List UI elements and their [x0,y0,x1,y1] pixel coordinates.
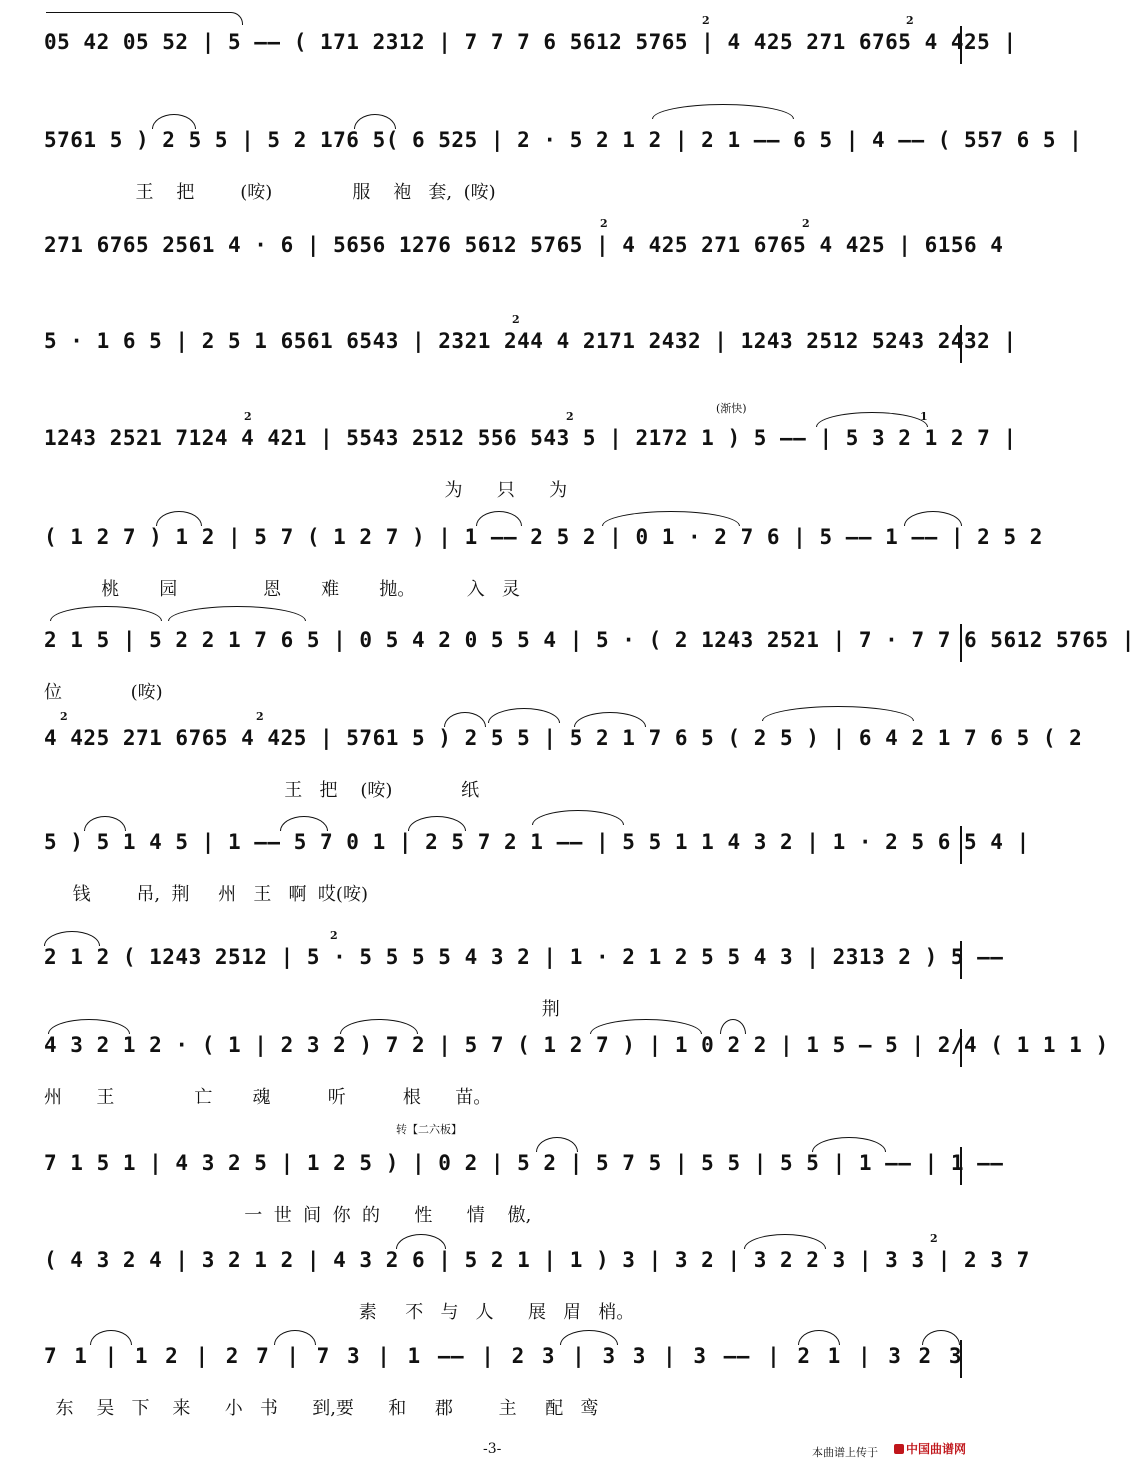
lyric-line: 东 吴 下 来 小 书 到,要 和 郡 主 配 鸾 [44,1398,599,1419]
notation-line: 7 1 | 1 2 | 2 7 | 7 3 | 1 —— | 2 3 | 3 3 | 3 —— | 2 1 | 3 2 3 [44,1344,962,1368]
tempo-change-mark: 转【二六板】 [396,1123,462,1136]
lyric-line: 荆 [44,999,560,1020]
source-note: 本曲谱上传于 [812,1446,878,1459]
grace-note-mark: 2 [244,410,252,423]
grace-note-mark: 2 [802,217,810,230]
lyric-line: 钱 吊, 荆 州 王 啊 哎(咹) [44,884,368,905]
notation-line: 4 3 2 1 2 · ( 1 | 2 3 2 ) 7 2 | 5 7 ( 1 2 7 ) | 1 0 2 2 | 1 5 — 5 | 2/4 ( 1 1 1 ) [44,1033,1109,1057]
grace-note-mark: 2 [330,929,338,942]
grace-note-mark: 1 [920,410,928,423]
accelerando-mark: (渐快) [716,402,747,415]
grace-note-mark: 2 [600,217,608,230]
notation-line: 5 ) 5 1 4 5 | 1 —— 5 7 0 1 | 2 5 7 2 1 —— | 5 5 1 1 4 3 2 | 1 · 2 5 6 5 4 | [44,830,1030,854]
notation-line: 5 · 1 6 5 | 2 5 1 6561 6543 | 2321 244 4 2171 2432 | 1243 2512 5243 2432 | [44,329,1017,353]
slur-mark [168,606,306,621]
site-logo-text: 中国曲谱网 [906,1442,967,1456]
notation-line: 1243 2521 7124 4 421 | 5543 2512 556 543 5 | 2172 1 ) 5 —— | 5 3 2 1 2 7 | [44,426,1017,450]
grace-note-mark: 2 [512,313,520,326]
lyric-line: 州 王 亡 魂 听 根 苗。 [44,1087,492,1108]
lyric-line: 位 (咹) [44,682,163,703]
barline [960,1029,962,1067]
lyric-line: 王 把 (咹) 服 袍 套, (咹) [44,182,496,203]
lyric-line: 王 把 (咹) 纸 [44,780,480,801]
barline [960,826,962,864]
grace-note-mark: 2 [566,410,574,423]
barline [960,1340,962,1378]
barline [960,26,962,64]
site-logo[interactable] [894,1440,966,1457]
site-logo-icon [894,1444,904,1454]
notation-line: 05 42 05 52 | 5 —— ( 171 2312 | 7 7 7 6 5612 5765 | 4 425 271 6765 4 425 | [44,30,1017,54]
grace-note-mark: 2 [702,14,710,27]
lyric-line: 桃 园 恩 难 抛。 入 灵 [44,579,520,600]
slur-mark [50,606,162,621]
notation-line: ( 1 2 7 ) 1 2 | 5 7 ( 1 2 7 ) | 1 —— 2 5 2 | 0 1 · 2 7 6 | 5 —— 1 —— | 2 5 2 [44,525,1043,549]
lyric-line: 一 世 间 你 的 性 情 傲, [44,1205,532,1226]
lyric-line: 素 不 与 人 展 眉 梢。 [44,1302,635,1323]
notation-line: ( 4 3 2 4 | 3 2 1 2 | 4 3 2 6 | 5 2 1 | 1 ) 3 | 3 2 | 3 2 2 3 | 3 3 | 2 3 7 [44,1248,1030,1272]
notation-line: 271 6765 2561 4 · 6 | 5656 1276 5612 5765 | 4 425 271 6765 4 425 | 6156 4 [44,233,1004,257]
notation-line: 5761 5 ) 2 5 5 | 5 2 176 5( 6 525 | 2 · 5 2 1 2 | 2 1 —— 6 5 | 4 —— ( 557 6 5 | [44,128,1083,152]
barline [960,624,962,662]
notation-line: 2 1 2 ( 1243 2512 | 5 · 5 5 5 5 4 3 2 | 1 · 2 1 2 5 5 4 3 | 2313 2 ) 5 —— [44,945,1004,969]
notation-line: 4 425 271 6765 4 425 | 5761 5 ) 2 5 5 | 5 2 1 7 6 5 ( 2 5 ) | 6 4 2 1 7 6 5 ( 2 [44,726,1083,750]
notation-line: 2 1 5 | 5 2 2 1 7 6 5 | 0 5 4 2 0 5 5 4 | 5 · ( 2 1243 2521 | 7 · 7 7 6 5612 5765 | [44,628,1135,652]
slur-mark [652,104,794,119]
page-number: -3- [483,1441,502,1457]
barline [960,1147,962,1185]
grace-note-mark: 2 [930,1232,938,1245]
grace-note-mark: 2 [906,14,914,27]
grace-note-mark: 2 [60,710,68,723]
grace-note-mark: 2 [256,710,264,723]
barline [960,325,962,363]
barline [960,941,962,979]
notation-line: 7 1 5 1 | 4 3 2 5 | 1 2 5 ) | 0 2 | 5 2 | 5 7 5 | 5 5 | 5 5 | 1 —— | 1 —— [44,1151,1004,1175]
lyric-line: 为 只 为 [44,480,568,501]
